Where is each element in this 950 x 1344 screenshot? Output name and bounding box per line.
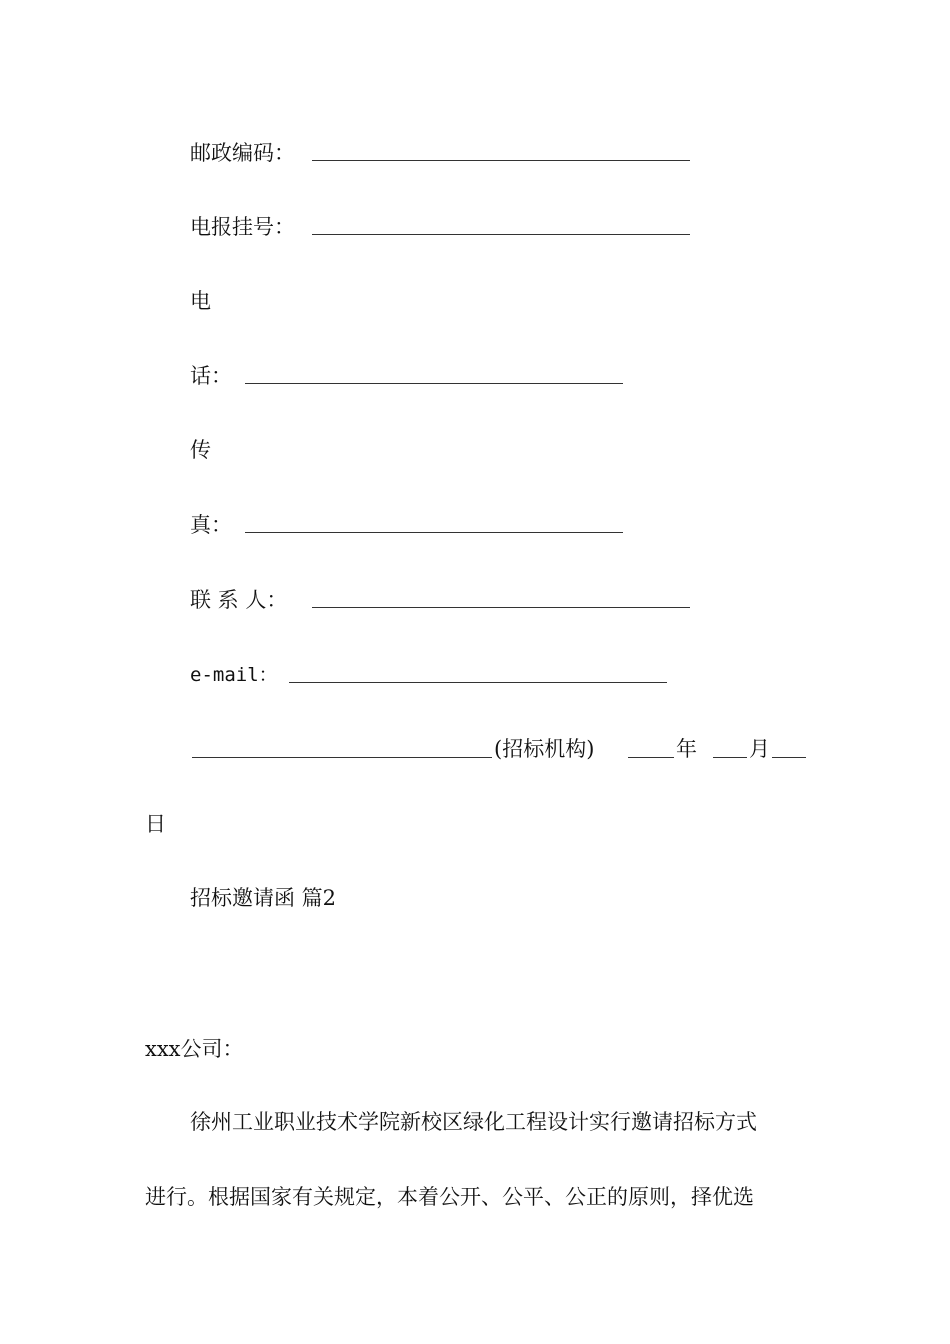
day-label: 日 <box>145 812 166 836</box>
paragraph-line-1: 徐州工业职业技术学院新校区绿化工程设计实行邀请招标方式 <box>190 1110 757 1134</box>
telegraph-blank[interactable] <box>312 234 690 235</box>
org-name-blank[interactable] <box>192 757 492 758</box>
section2-title: 招标邀请函 篇2 <box>190 886 337 910</box>
fax-label-line2: 真： <box>190 513 232 537</box>
phone-blank[interactable] <box>245 383 623 384</box>
paragraph-line-2: 进行。根据国家有关规定，本着公开、公平、公正的原则，择优选 <box>145 1185 754 1209</box>
fax-label-line1: 传 <box>190 438 211 462</box>
month-label: 月 <box>749 737 770 761</box>
addressee: xxx公司： <box>145 1037 244 1061</box>
phone-label-line2: 话： <box>190 364 232 388</box>
year-blank[interactable] <box>628 757 674 758</box>
postal-code-label: 邮政编码： <box>190 141 295 165</box>
org-label: (招标机构) <box>494 737 595 761</box>
postal-code-blank[interactable] <box>312 160 690 161</box>
email-label: e-mail： <box>190 664 278 686</box>
contact-label: 联 系 人： <box>190 588 288 612</box>
day-blank[interactable] <box>772 757 806 758</box>
phone-label-line1: 电 <box>190 289 211 313</box>
contact-blank[interactable] <box>312 607 690 608</box>
email-blank[interactable] <box>289 682 667 683</box>
telegraph-label: 电报挂号： <box>190 215 295 239</box>
fax-blank[interactable] <box>245 532 623 533</box>
year-label: 年 <box>676 737 697 761</box>
month-blank[interactable] <box>713 757 747 758</box>
